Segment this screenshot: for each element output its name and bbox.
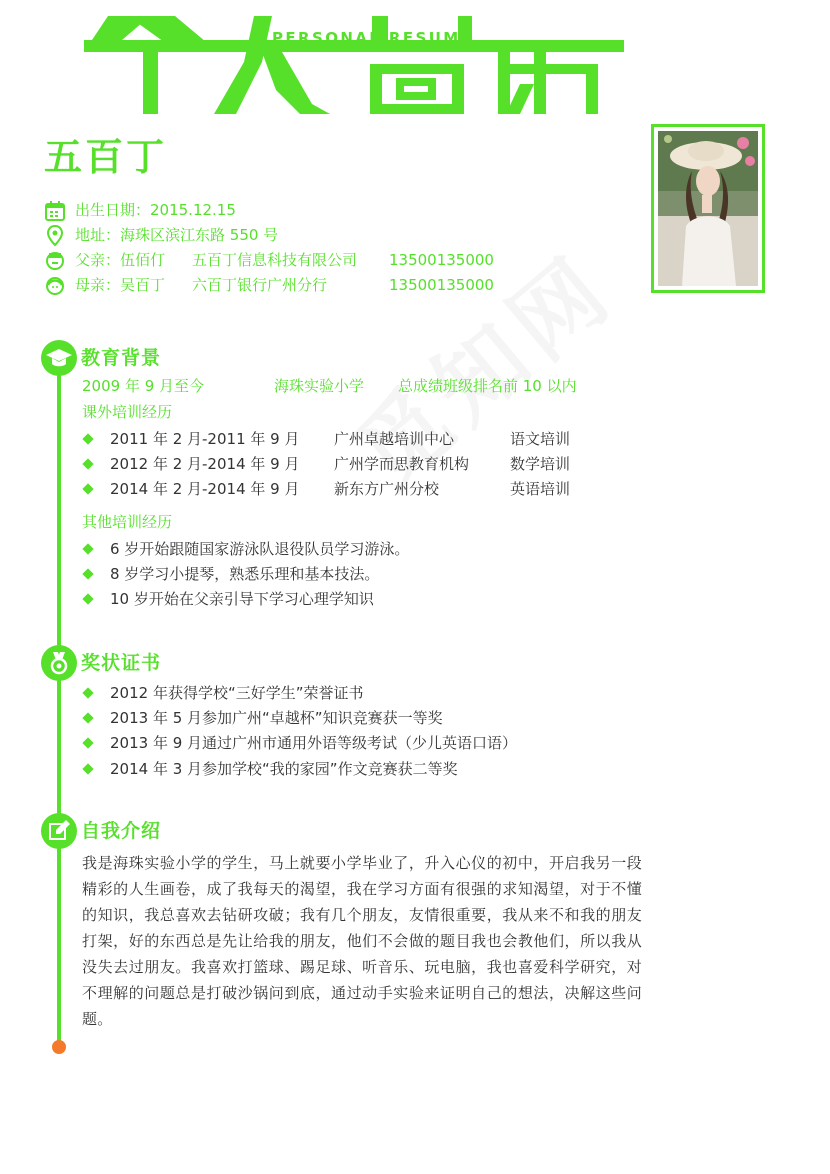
diamond-bullet-icon [82,712,93,723]
portrait-photo-image [658,131,758,286]
other-training-text: 10 岁开始在父亲引导下学习心理学知识 [110,590,374,608]
medal-icon [41,645,77,681]
father-icon [44,250,66,272]
diamond-bullet-icon [82,433,93,444]
graduation-cap-icon [41,340,77,376]
mother-company: 六百丁银行广州分行 [192,276,328,294]
other-training-text: 6 岁开始跟随国家游泳队退役队员学习游泳。 [110,540,410,558]
other-training-title: 其他培训经历 [82,513,173,531]
other-training-text: 8 岁学习小提琴，熟悉乐理和基本技法。 [110,565,380,583]
extra-org: 广州卓越培训中心 [334,430,455,448]
mother-icon [44,275,66,297]
diamond-bullet-icon [82,458,93,469]
extra-period: 2011 年 2 月-2011 年 9 月 [110,430,300,448]
calendar-icon [44,200,66,222]
diamond-bullet-icon [82,483,93,494]
diamond-bullet-icon [82,763,93,774]
mother-name: 母亲：吴百丁 [75,276,166,294]
award-text: 2012 年获得学校“三好学生”荣誉证书 [110,684,364,702]
extra-training-title: 课外培训经历 [82,403,173,421]
extra-period: 2014 年 2 月-2014 年 9 月 [110,480,300,498]
award-text: 2013 年 9 月通过广州市通用外语等级考试（少儿英语口语） [110,734,518,752]
extra-subject: 数学培训 [510,455,571,473]
father-company: 五百丁信息科技有限公司 [192,251,358,269]
title-subtitle: PERSONAL RESUME [272,29,474,47]
extra-period: 2012 年 2 月-2014 年 9 月 [110,455,300,473]
diamond-bullet-icon [82,543,93,554]
address-text: 地址：海珠区滨江东路 550 号 [75,226,279,244]
extra-org: 广州学而思教育机构 [334,455,470,473]
father-phone: 13500135000 [389,251,494,269]
main-school: 海珠实验小学 [274,377,365,395]
location-pin-icon [44,225,66,247]
main-period: 2009 年 9 月至今 [82,377,205,395]
extra-org: 新东方广州分校 [334,480,440,498]
diamond-bullet-icon [82,593,93,604]
award-text: 2014 年 3 月参加学校“我的家园”作文竞赛获二等奖 [110,760,458,778]
birth-text: 出生日期：2015.12.15 [75,201,236,219]
profile-photo [651,124,765,293]
edit-icon [41,813,77,849]
awards-title: 奖状证书 [81,652,162,674]
father-name: 父亲：伍佰仃 [75,251,166,269]
title-art [0,0,830,125]
timeline-line [57,356,61,1046]
extra-subject: 语文培训 [510,430,571,448]
award-text: 2013 年 5 月参加广州“卓越杯”知识竞赛获一等奖 [110,709,443,727]
timeline-end-dot [52,1040,66,1054]
diamond-bullet-icon [82,687,93,698]
mother-phone: 13500135000 [389,276,494,294]
diamond-bullet-icon [82,737,93,748]
intro-text: 我是海珠实验小学的学生，马上就要小学毕业了，升入心仪的初中，开启我另一段精彩的人生画卷，成了我每天的渴望，我在学习方面有很强的求知渴望，对于不懂的知识，我总喜欢去钻研攻破；我有几个朋友，友情很重要，我从来不和我的朋友打架，好的东西总是先让给我的朋友，他们不会做的题目我也会教他们，所以我从没失去过朋友。我喜欢打篮球、踢足球、听音乐、玩电脑，我也喜爱科学研究，对不理解的问题总是打破沙锅问到底，通过动手实验来证明自己的想法，决解这些问题。 [82,854,642,1028]
person-name: 五百丁 [44,135,168,179]
education-title: 教育背景 [81,347,162,369]
extra-subject: 英语培训 [510,480,571,498]
main-rank: 总成绩班级排名前 10 以内 [398,377,577,395]
diamond-bullet-icon [82,568,93,579]
intro-title: 自我介绍 [81,820,162,842]
